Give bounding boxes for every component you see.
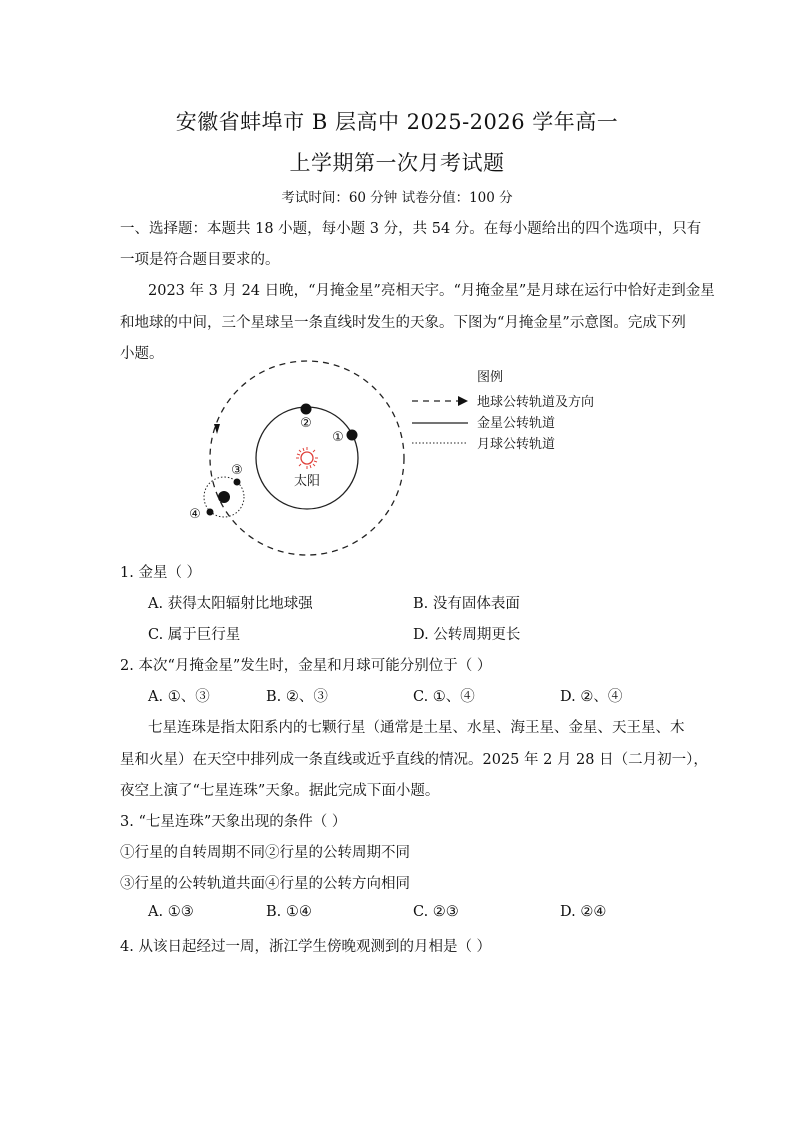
legend-venus-orbit-label: 金星公转轨道 bbox=[477, 416, 556, 431]
section-intro-line2: 一项是符合题目要求的。 bbox=[120, 252, 280, 268]
sun-icon bbox=[296, 447, 318, 469]
section-intro-line1: 一、选择题：本题共 18 小题，每小题 3 分，共 54 分。在每小题给出的四个选项中，只有 bbox=[120, 221, 702, 237]
passage2-line2: 星和火星）在天空中排列成一条直线或近乎直线的情况。2025 年 2 月 28 日（二月初一）， bbox=[120, 752, 708, 768]
earth bbox=[218, 491, 230, 503]
marker-3: ③ bbox=[231, 463, 243, 478]
exam-title-line2: 上学期第一次月考试题 bbox=[289, 151, 505, 175]
legend-moon-orbit-label: 月球公转轨道 bbox=[477, 437, 556, 452]
passage2-line3: 夜空上演了“七星连珠”天象。据此完成下面小题。 bbox=[120, 783, 440, 799]
q1-option-b[interactable]: B. 没有固体表面 bbox=[413, 596, 520, 612]
earth-orbit bbox=[210, 361, 404, 555]
marker-1: ① bbox=[332, 430, 344, 445]
moon-position-3 bbox=[234, 479, 241, 486]
marker-4: ④ bbox=[189, 507, 201, 522]
legend-earth-orbit-label: 地球公转轨道及方向 bbox=[477, 395, 595, 410]
q2-stem: 2. 本次“月掩金星”发生时，金星和月球可能分别位于（ ） bbox=[120, 658, 492, 674]
venus-position-1 bbox=[347, 430, 358, 441]
q3-option-d[interactable]: D. ②④ bbox=[560, 904, 607, 920]
q3-conditions-line1: ①行星的自转周期不同②行星的公转周期不同 bbox=[120, 845, 410, 861]
exam-info: 考试时间：60 分钟 试卷分值：100 分 bbox=[281, 190, 513, 206]
q3-stem: 3. “七星连珠”天象出现的条件（ ） bbox=[120, 814, 347, 830]
exam-title-line1: 安徽省蚌埠市 B 层高中 2025-2026 学年高一 bbox=[175, 110, 619, 134]
marker-2: ② bbox=[300, 416, 312, 431]
passage1-line2: 和地球的中间，三个星球呈一条直线时发生的天象。下图为“月掩金星”示意图。完成下列 bbox=[120, 315, 686, 331]
q2-option-c[interactable]: C. ①、④ bbox=[413, 689, 475, 705]
passage1-line3: 小题。 bbox=[120, 346, 164, 362]
q3-option-b[interactable]: B. ①④ bbox=[266, 904, 312, 920]
q3-option-c[interactable]: C. ②③ bbox=[413, 904, 459, 920]
sun-label: 太阳 bbox=[293, 474, 321, 489]
passage1-line1: 2023 年 3 月 24 日晚，“月掩金星”亮相天宇。“月掩金星”是月球在运行中恰好走到金星 bbox=[148, 283, 715, 299]
venus-position-2 bbox=[301, 404, 312, 415]
moon-position-4 bbox=[207, 509, 214, 516]
q1-stem: 1. 金星（ ） bbox=[120, 565, 202, 581]
q4-stem: 4. 从该日起经过一周，浙江学生傍晚观测到的月相是（ ） bbox=[120, 939, 492, 955]
q3-conditions-line2: ③行星的公转轨道共面④行星的公转方向相同 bbox=[120, 876, 410, 892]
q3-option-a[interactable]: A. ①③ bbox=[148, 904, 194, 920]
legend-title: 图例 bbox=[477, 370, 504, 385]
q2-option-d[interactable]: D. ②、④ bbox=[560, 689, 623, 705]
q1-option-a[interactable]: A. 获得太阳辐射比地球强 bbox=[148, 596, 313, 612]
q2-option-a[interactable]: A. ①、③ bbox=[148, 689, 210, 705]
passage2-line1: 七星连珠是指太阳系内的七颗行星（通常是土星、水星、海王星、金星、天王星、木 bbox=[148, 720, 685, 736]
legend-arrow-icon bbox=[458, 396, 468, 406]
q1-option-c[interactable]: C. 属于巨行星 bbox=[148, 627, 241, 643]
q1-option-d[interactable]: D. 公转周期更长 bbox=[413, 627, 521, 643]
q2-option-b[interactable]: B. ②、③ bbox=[266, 689, 328, 705]
